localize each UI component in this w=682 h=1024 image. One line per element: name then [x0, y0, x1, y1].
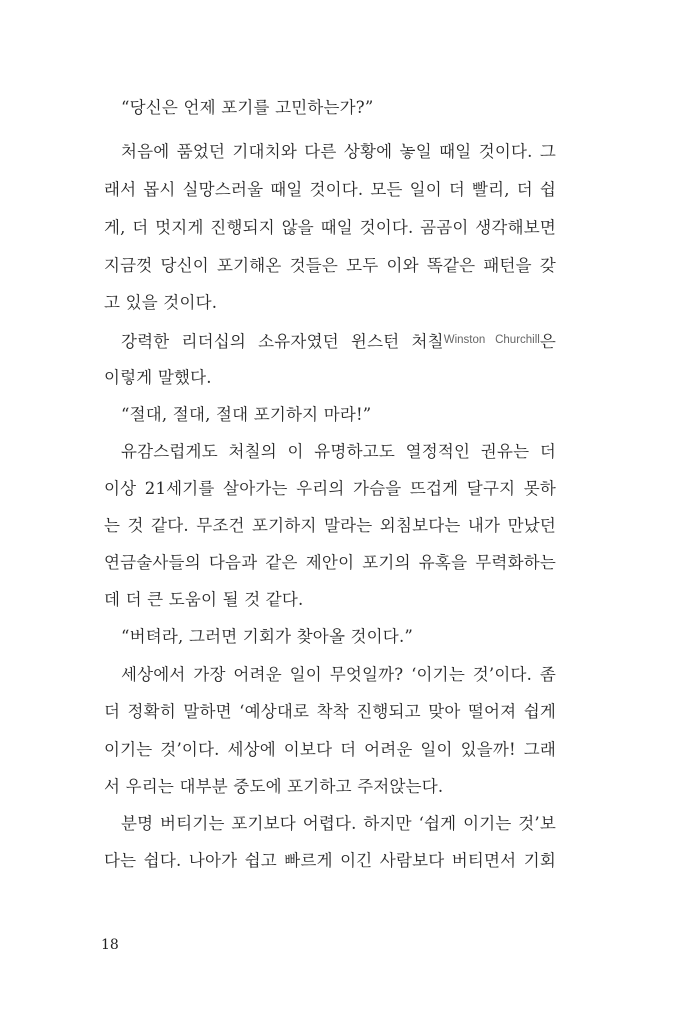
body-line: 더 정확히 말하면 ‘예상대로 착착 진행되고 맞아 떨어져 쉽게: [104, 702, 556, 721]
body-line: 이상 21세기를 살아가는 우리의 가슴을 뜨겁게 달구지 못하: [104, 479, 556, 498]
body-line: 고 있을 것이다.: [104, 293, 218, 312]
body-line: 는 것 같다. 무조건 포기하지 말라는 외침보다는 내가 만났던: [104, 516, 556, 535]
quote-line: “버텨라, 그러면 기회가 찾아올 것이다.”: [121, 627, 414, 646]
body-line: 연금술사들의 다음과 같은 제안이 포기의 유혹을 무력화하는: [104, 553, 556, 572]
quote-line: “절대, 절대, 절대 포기하지 마라!”: [121, 405, 372, 424]
body-line: 이렇게 말했다.: [104, 368, 212, 387]
body-line: 분명 버티기는 포기보다 어렵다. 하지만 ‘쉽게 이기는 것’보: [121, 814, 556, 833]
quote-line: “당신은 언제 포기를 고민하는가?”: [121, 98, 374, 117]
body-text: 강력한 리더십의 소유자였던 윈스턴 처칠: [121, 332, 444, 351]
body-line: 데 더 큰 도움이 될 것 같다.: [104, 590, 304, 609]
page-number: 18: [101, 937, 119, 953]
body-text: 은: [539, 332, 556, 351]
english-gloss: Winston Churchill: [443, 334, 540, 346]
body-line: 서 우리는 대부분 중도에 포기하고 주저앉는다.: [104, 777, 444, 796]
body-line: 지금껏 당신이 포기해온 것들은 모두 이와 똑같은 패턴을 갖: [104, 256, 556, 275]
body-line: 세상에서 가장 어려운 일이 무엇일까? ‘이기는 것’이다. 좀: [121, 665, 556, 684]
body-line-with-gloss: [121, 328, 556, 354]
body-line: 유감스럽게도 처칠의 이 유명하고도 열정적인 권유는 더: [121, 442, 556, 461]
body-line: 다는 쉽다. 나아가 쉽고 빠르게 이긴 사람보다 버티면서 기회: [104, 851, 556, 870]
body-line: 게, 더 멋지게 진행되지 않을 때일 것이다. 곰곰이 생각해보면: [104, 218, 556, 237]
body-line: 이기는 것’이다. 세상에 이보다 더 어려운 일이 있을까! 그래: [104, 740, 556, 759]
body-line: 처음에 품었던 기대치와 다른 상황에 놓일 때일 것이다. 그: [121, 142, 556, 161]
body-line: 래서 몹시 실망스러울 때일 것이다. 모든 일이 더 빨리, 더 쉽: [104, 180, 556, 199]
